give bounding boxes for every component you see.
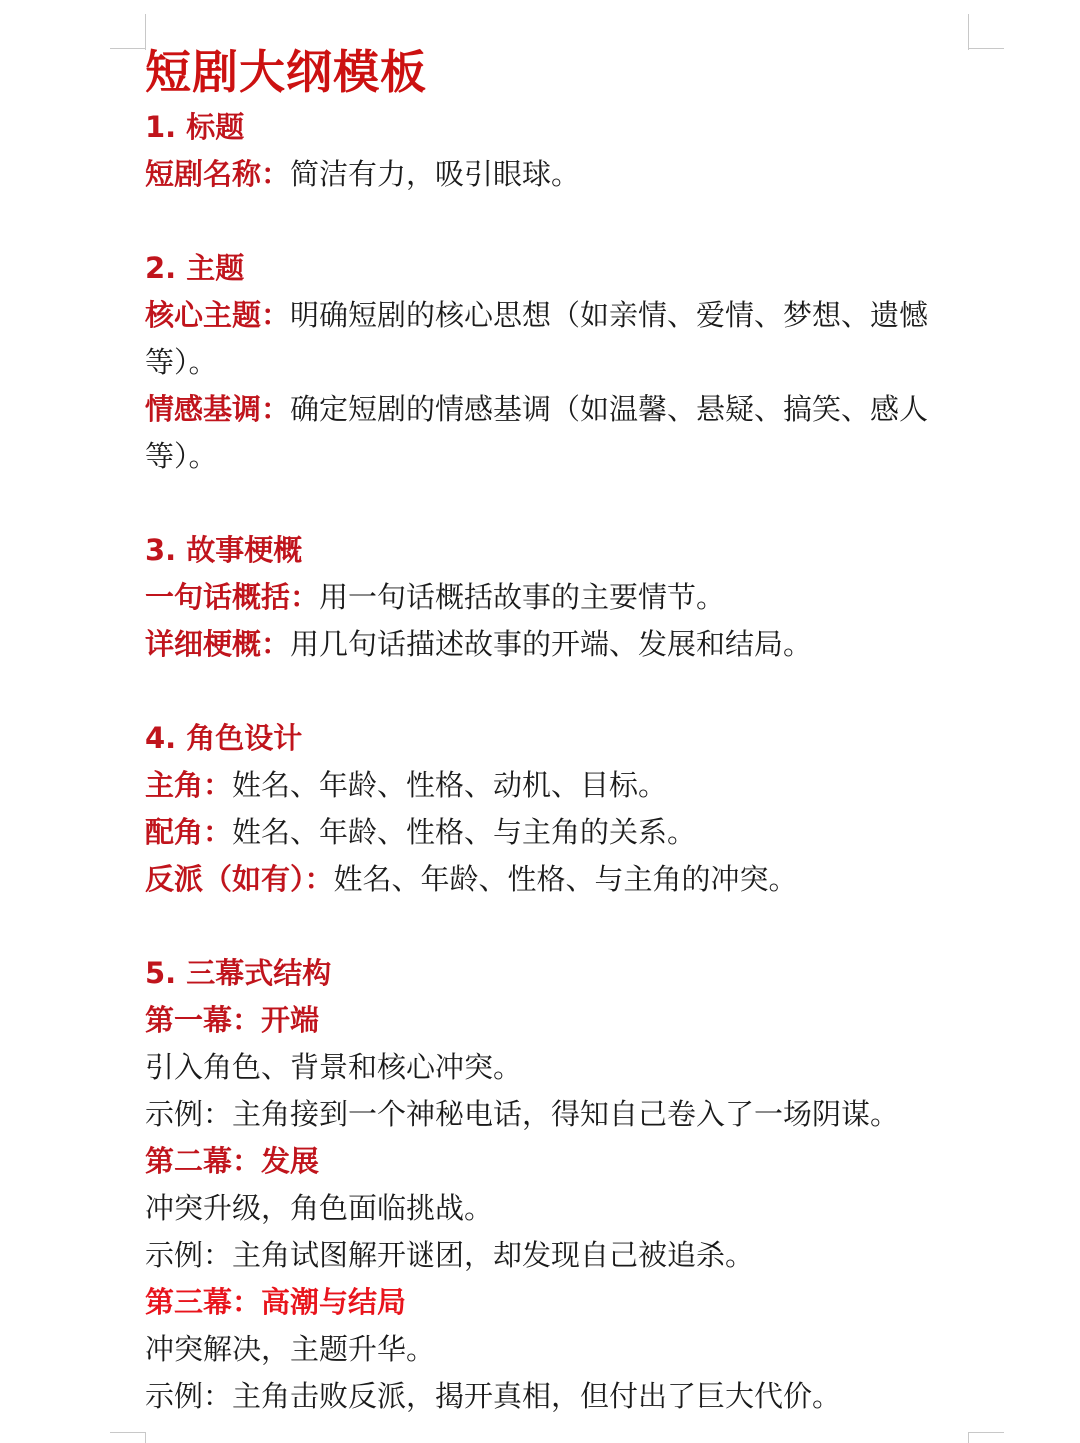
section-characters — [145, 715, 975, 903]
field-line — [145, 621, 975, 668]
field-line — [145, 574, 975, 621]
crop-mark-bottom-left-vertical — [145, 1432, 146, 1443]
crop-mark-bottom-left-horizontal — [110, 1432, 146, 1433]
act-title: 第三幕：高潮与结局 — [145, 1285, 407, 1319]
field-label: 主角： — [145, 768, 233, 802]
section-theme — [145, 245, 975, 480]
field-line — [145, 386, 975, 480]
act-description: 冲突升级，角色面临挑战。 — [145, 1191, 494, 1225]
paragraph-gap — [145, 198, 975, 245]
field-text: 用一句话概括故事的主要情节。 — [319, 580, 726, 614]
section-heading: 2. 主题 — [145, 251, 245, 285]
field-text: 姓名、年龄、性格、动机、目标。 — [232, 768, 668, 802]
section-heading: 3. 故事梗概 — [145, 533, 303, 567]
field-label: 配角： — [145, 815, 233, 849]
crop-mark-bottom-right-horizontal — [968, 1432, 1004, 1433]
act-title: 第一幕：开端 — [145, 1003, 320, 1037]
field-text: 姓名、年龄、性格、与主角的关系。 — [232, 815, 697, 849]
crop-mark-bottom-right-vertical — [968, 1432, 969, 1443]
section-title — [145, 104, 975, 198]
act-description: 冲突解决，主题升华。 — [145, 1332, 436, 1366]
field-label: 情感基调： — [145, 392, 291, 426]
field-text: 明确短剧的核心思想（如亲情、爱情、梦想、遗憾等）。 — [145, 298, 929, 379]
paragraph-gap — [145, 903, 975, 950]
field-label: 详细梗概： — [145, 627, 291, 661]
document-page — [145, 40, 975, 1420]
field-line — [145, 809, 975, 856]
paragraph-gap — [145, 480, 975, 527]
field-line — [145, 151, 975, 198]
field-label: 一句话概括： — [145, 580, 320, 614]
section-heading: 5. 三幕式结构 — [145, 956, 332, 990]
act-example: 示例：主角击败反派，揭开真相，但付出了巨大代价。 — [145, 1379, 842, 1413]
act-description: 引入角色、背景和核心冲突。 — [145, 1050, 523, 1084]
section-heading: 4. 角色设计 — [145, 721, 303, 755]
field-text: 简洁有力，吸引眼球。 — [290, 157, 581, 191]
section-heading: 1. 标题 — [145, 110, 245, 144]
field-text: 用几句话描述故事的开端、发展和结局。 — [290, 627, 813, 661]
act-example: 示例：主角接到一个神秘电话，得知自己卷入了一场阴谋。 — [145, 1097, 900, 1131]
field-line — [145, 762, 975, 809]
field-label: 反派（如有）： — [145, 862, 334, 896]
paragraph-gap — [145, 668, 975, 715]
field-text: 姓名、年龄、性格、与主角的冲突。 — [333, 862, 798, 896]
section-synopsis — [145, 527, 975, 668]
field-label: 核心主题： — [145, 298, 291, 332]
crop-mark-top-left-horizontal — [110, 48, 146, 49]
field-label: 短剧名称： — [145, 157, 291, 191]
section-three-act-structure — [145, 950, 975, 1420]
field-text: 确定短剧的情感基调（如温馨、悬疑、搞笑、感人等）。 — [145, 392, 929, 473]
act-example: 示例：主角试图解开谜团，却发现自己被追杀。 — [145, 1238, 755, 1272]
document-title: 短剧大纲模板 — [145, 45, 427, 99]
act-title: 第二幕：发展 — [145, 1144, 320, 1178]
field-line — [145, 856, 975, 903]
field-line — [145, 292, 975, 386]
